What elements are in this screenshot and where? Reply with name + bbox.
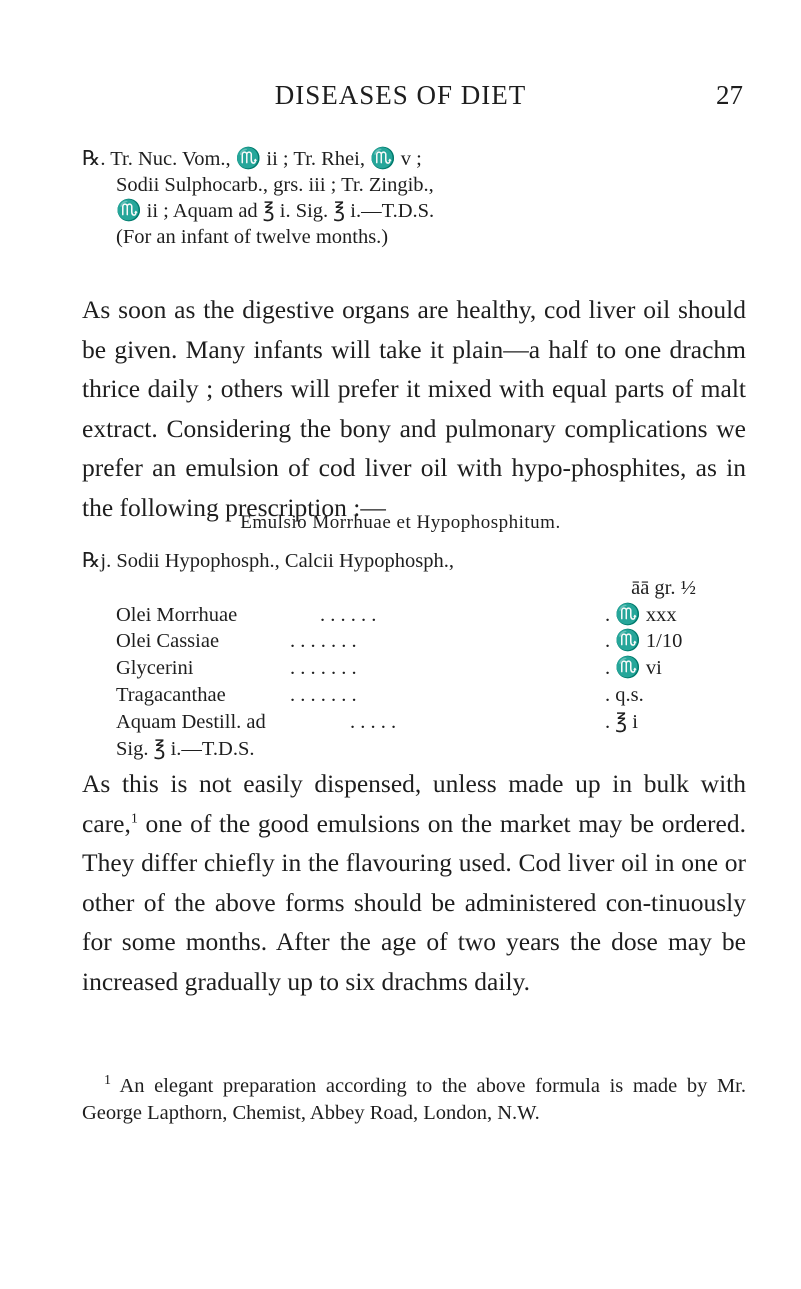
footnote-marker: 1 (104, 1073, 111, 1089)
prescription-1 (82, 146, 434, 250)
ingredient-dots: . . . . . . . (290, 630, 357, 653)
ingredient-dots: . . . . . . (320, 603, 377, 626)
paragraph-1-text: As soon as the digestive organs are healthy, cod liver oil should be given. Many infants will take it plain—a half to one drachm thrice daily ; others will prefer it mixed with equal parts of malt extract. Considering the bony and pulmonary complications we prefer an emulsion of cod liver oil with hypo-phosphites, as in the following prescription :— (82, 295, 746, 522)
ingredient-row (82, 602, 746, 629)
paragraph-2-part-1: As this is not easily dispensed, unless made up in bulk with care, (82, 769, 746, 838)
ingredient-dots: . . . . . (350, 710, 397, 733)
ingredient-name: Aquam Destill. ad (116, 710, 266, 733)
ingredient-name: Olei Cassiae (116, 630, 220, 653)
formula-line-1: ℞j. Sodii Hypophosph., Calcii Hypophosph., (82, 550, 455, 572)
ingredient-row (82, 682, 746, 709)
ingredient-dose: . q.s. (605, 683, 644, 706)
formula-signature: Sig. ℥ i.—T.D.S. (116, 737, 255, 760)
formula-line-2: āā gr. ½ (631, 576, 696, 599)
ingredient-name: Glycerini (116, 657, 194, 680)
prescription-1-line-1: ℞. Tr. Nuc. Vom., ♏ ii ; Tr. Rhei, ♏ v ; (82, 148, 422, 170)
formula-title: Emulsio Morrhuae et Hypophosphitum. (240, 512, 561, 533)
footnote-reference[interactable]: 1 (130, 811, 138, 826)
prescription-1-note: (For an infant of twelve months.) (116, 226, 389, 248)
ingredient-row (82, 628, 746, 655)
paragraph-2-part-2: one of the good emulsions on the market may be ordered. They differ chiefly in the flavouring used. Cod liver oil in one or other of the above forms should be administered con-tinuously for some months. After the age of two years the dose may be increased gradually up to six drachms daily. (82, 808, 746, 996)
ingredient-name: Tragacanthae (116, 683, 226, 706)
ingredient-dose: . ♏ vi (605, 657, 662, 680)
paragraph-2-text (82, 764, 746, 1001)
body-paragraph-2 (82, 764, 746, 1001)
ingredient-dose: . ♏ 1/10 (605, 630, 683, 653)
page-number: 27 (716, 80, 743, 110)
running-header: DISEASES OF DIET (274, 80, 527, 110)
footnote-text (82, 1073, 746, 1127)
ingredient-dose: . ♏ xxx (605, 603, 677, 626)
prescription-1-line-2: Sodii Sulphocarb., grs. iii ; Tr. Zingib., (116, 174, 434, 196)
footnote-body: An elegant preparation according to the above formula is made by Mr. George Lapthorn, Chemist, Abbey Road, London, N.W. (82, 1075, 746, 1124)
ingredient-row (82, 655, 746, 682)
footnote (82, 1073, 746, 1127)
ingredient-dose: . ℥ i (605, 710, 638, 733)
prescription-1-line-3: ♏ ii ; Aquam ad ℥ i. Sig. ℥ i.—T.D.S. (116, 200, 435, 222)
ingredient-dots: . . . . . . . (290, 657, 357, 680)
ingredient-name: Olei Morrhuae (116, 603, 238, 626)
ingredient-row (82, 709, 746, 736)
ingredient-dots: . . . . . . . (290, 683, 357, 706)
formula-block (82, 548, 746, 762)
body-paragraph-1 (82, 290, 746, 527)
